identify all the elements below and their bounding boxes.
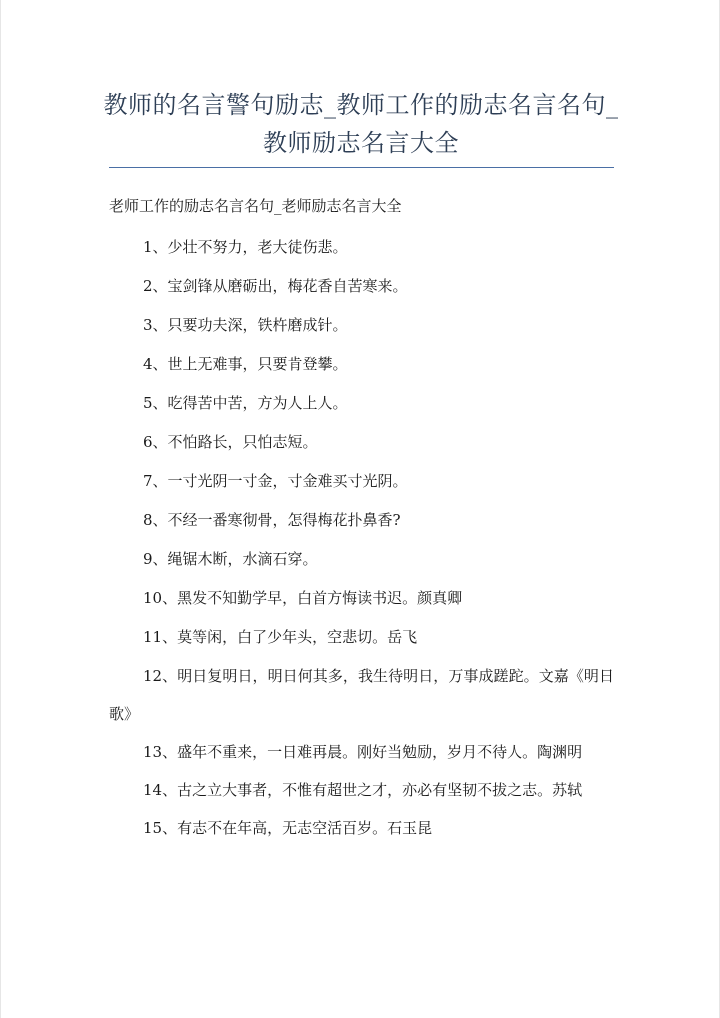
quote-item: 14、古之立大事者，不惟有超世之才，亦必有坚韧不拔之志。苏轼 xyxy=(143,781,583,799)
quote-item: 3、只要功夫深，铁杵磨成针。 xyxy=(143,316,348,334)
document-subtitle: 老师工作的励志名言名句_老师励志名言大全 xyxy=(109,197,402,215)
quote-item: 2、宝剑锋从磨砺出，梅花香自苦寒来。 xyxy=(143,277,408,295)
quote-item: 5、吃得苦中苦，方为人上人。 xyxy=(143,394,348,412)
quote-item: 13、盛年不重来，一日难再晨。刚好当勉励，岁月不待人。陶渊明 xyxy=(143,743,583,761)
quote-item: 7、一寸光阴一寸金，寸金难买寸光阴。 xyxy=(143,472,408,490)
quote-item: 1、少壮不努力，老大徒伤悲。 xyxy=(143,238,348,256)
title-divider xyxy=(109,167,614,168)
quote-item: 15、有志不在年高，无志空活百岁。石玉昆 xyxy=(143,819,433,837)
quote-item: 8、不经一番寒彻骨，怎得梅花扑鼻香? xyxy=(143,511,401,529)
quote-item: 4、世上无难事，只要肯登攀。 xyxy=(143,355,348,373)
quote-list xyxy=(109,228,614,848)
quote-item: 11、莫等闲，白了少年头，空悲切。岳飞 xyxy=(143,628,418,646)
document-title: 教师的名言警句励志_教师工作的励志名言名句_教师励志名言大全 xyxy=(103,91,619,157)
quote-item: 10、黑发不知勤学早，白首方悔读书迟。颜真卿 xyxy=(143,589,463,607)
quote-item: 6、不怕路长，只怕志短。 xyxy=(143,433,318,451)
quote-item: 9、绳锯木断，水滴石穿。 xyxy=(143,550,318,568)
quote-item: 12、明日复明日，明日何其多，我生待明日，万事成蹉跎。文嘉《明日歌》 xyxy=(109,667,614,723)
